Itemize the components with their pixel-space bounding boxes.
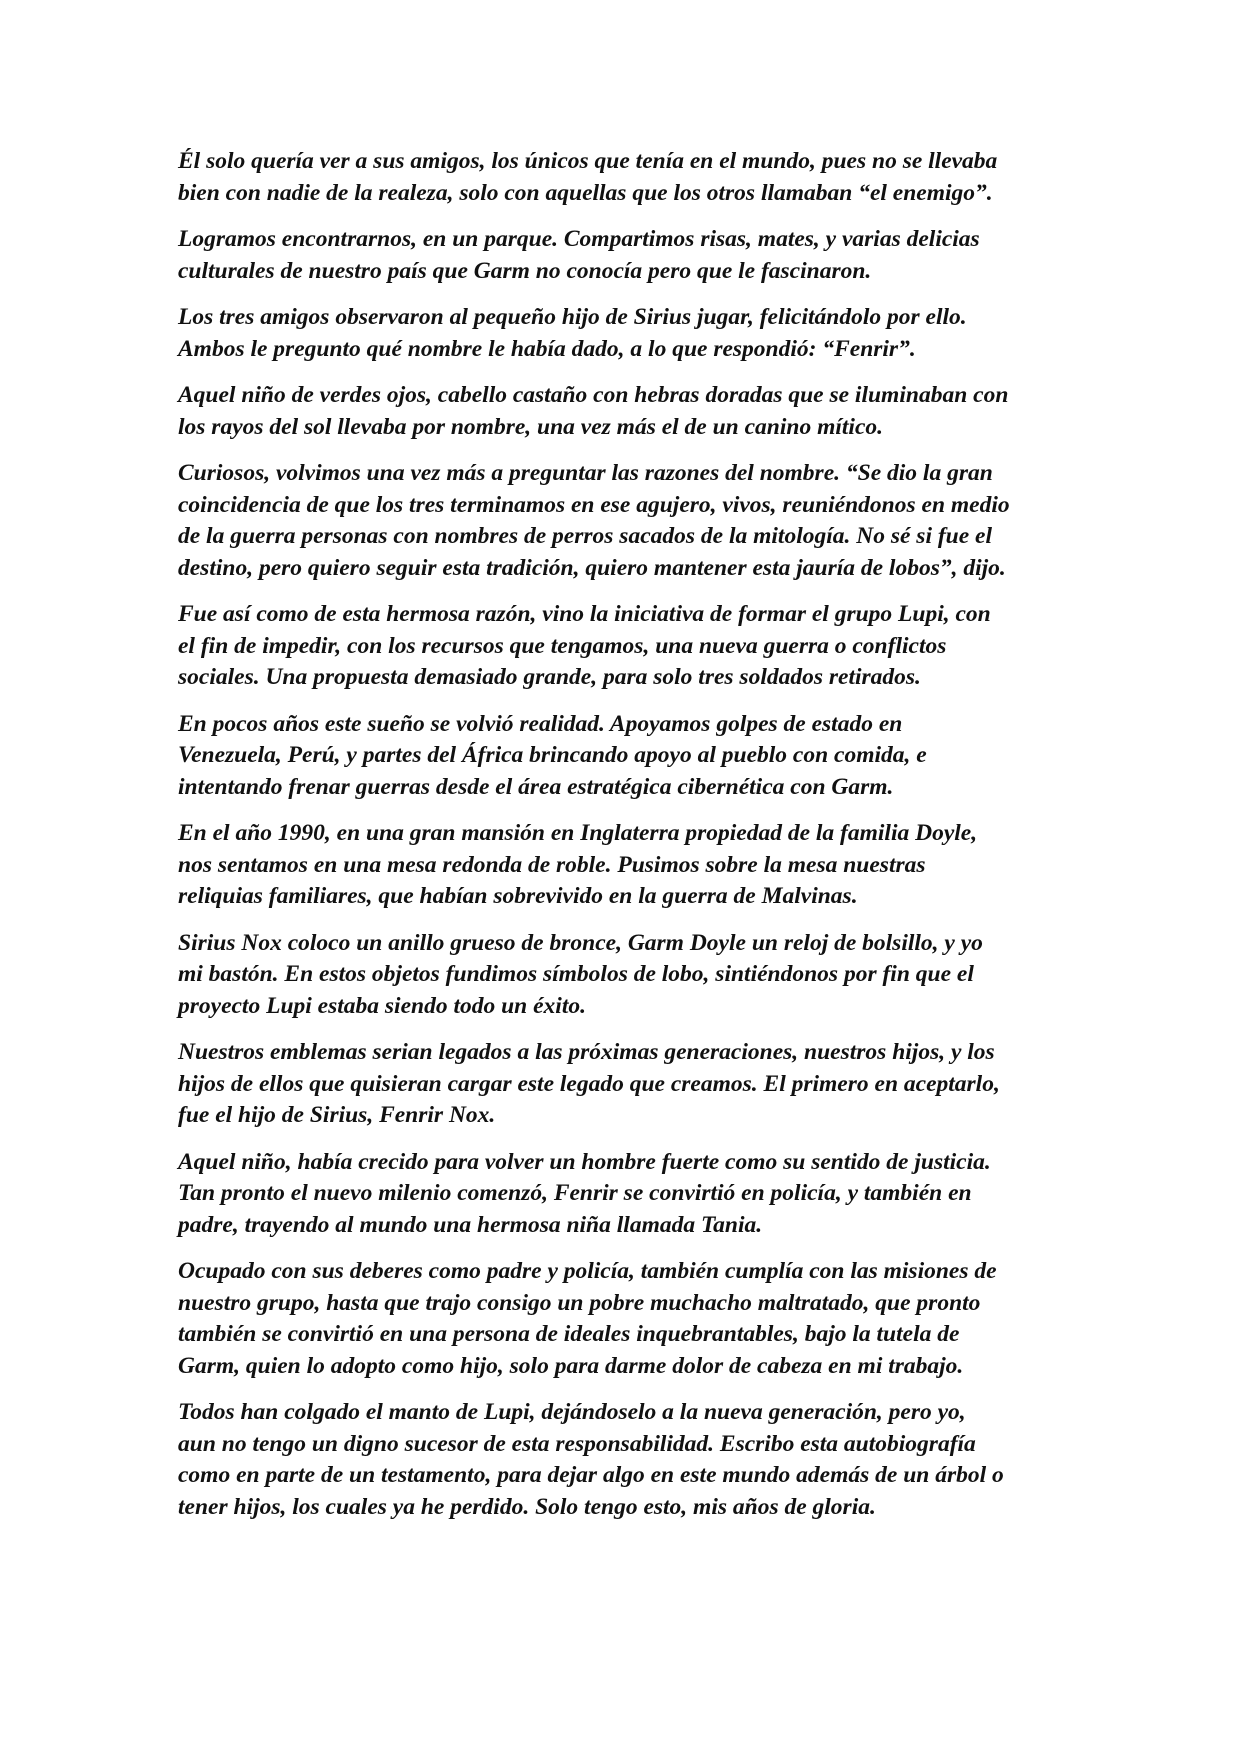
text-line: aun no tengo un digno sucesor de esta responsabilidad. Escribo esta autobiografía (178, 1430, 976, 1457)
paragraph (178, 599, 1088, 694)
text-line: culturales de nuestro país que Garm no conocía pero que le fascinaron. (178, 257, 872, 284)
text-line: tener hijos, los cuales ya he perdido. Solo tengo esto, mis años de gloria. (178, 1493, 876, 1520)
text-line: intentando frenar guerras desde el área estratégica cibernética con Garm. (178, 773, 894, 800)
text-line: fue el hijo de Sirius, Fenrir Nox. (178, 1102, 496, 1128)
text-line: Fue así como de esta hermosa razón, vino la iniciativa de formar el grupo Lupi, con (178, 601, 991, 627)
text-line: nuestro grupo, hasta que trajo consigo un pobre muchacho maltratado, que pronto (178, 1289, 981, 1316)
text-line: Ocupado con sus deberes como padre y policía, también cumplía con las misiones de (178, 1258, 997, 1284)
paragraph (178, 709, 1088, 804)
paragraph (178, 1037, 1088, 1132)
paragraph (178, 1256, 1088, 1382)
paragraph (178, 302, 1088, 365)
text-line: los rayos del sol llevaba por nombre, una vez más el de un canino mítico. (178, 413, 884, 440)
text-line: Él solo quería ver a sus amigos, los únicos que tenía en el mundo, pues no se llevaba (178, 148, 998, 174)
text-line: mi bastón. En estos objetos fundimos símbolos de lobo, sintiéndonos por fin que el (178, 961, 974, 987)
text-line: En el año 1990, en una gran mansión en Inglaterra propiedad de la familia Doyle, (178, 820, 978, 846)
text-line: Logramos encontrarnos, en un parque. Compartimos risas, mates, y varias delicias (178, 226, 980, 252)
text-line: Venezuela, Perú, y partes del África brincando apoyo al pueblo con comida, e (178, 742, 927, 768)
text-line: Ambos le pregunto qué nombre le había dado, a lo que respondió: “Fenrir”. (178, 335, 916, 362)
text-line: destino, pero quiero seguir esta tradición, quiero mantener esta jauría de lobos”, dijo. (178, 554, 1006, 581)
paragraph (178, 818, 1088, 913)
text-line: Todos han colgado el manto de Lupi, dejándoselo a la nueva generación, pero yo, (178, 1399, 966, 1425)
text-line: bien con nadie de la realeza, solo con aquellas que los otros llamaban “el enemigo”. (178, 179, 993, 206)
text-line: padre, trayendo al mundo una hermosa niña llamada Tania. (178, 1211, 763, 1238)
paragraph (178, 380, 1088, 443)
text-line: Los tres amigos observaron al pequeño hijo de Sirius jugar, felicitándolo por ello. (178, 304, 967, 330)
paragraph (178, 224, 1088, 287)
text-line: Aquel niño de verdes ojos, cabello castaño con hebras doradas que se iluminaban con (178, 382, 1009, 408)
text-line: Tan pronto el nuevo milenio comenzó, Fenrir se convirtió en policía, y también en (178, 1180, 972, 1206)
text-line: Curiosos, volvimos una vez más a preguntar las razones del nombre. “Se dio la gran (178, 460, 993, 486)
paragraph (178, 146, 1088, 209)
text-line: Nuestros emblemas serian legados a las próximas generaciones, nuestros hijos, y los (178, 1039, 995, 1065)
text-line: de la guerra personas con nombres de perros sacados de la mitología. No sé si fue el (178, 523, 993, 549)
text-line: Aquel niño, había crecido para volver un hombre fuerte como su sentido de justicia. (178, 1148, 991, 1175)
text-line: hijos de ellos que quisieran cargar este legado que creamos. El primero en aceptarlo, (178, 1070, 1000, 1097)
paragraph (178, 1397, 1088, 1523)
text-line: el fin de impedir, con los recursos que tengamos, una nueva guerra o conflictos (178, 632, 947, 659)
paragraph (178, 458, 1088, 584)
text-line: como en parte de un testamento, para dejar algo en este mundo además de un árbol o (178, 1462, 1004, 1488)
text-line: también se convirtió en una persona de ideales inquebrantables, bajo la tutela de (178, 1321, 960, 1347)
text-line: Sirius Nox coloco un anillo grueso de bronce, Garm Doyle un reloj de bolsillo, y yo (178, 929, 983, 956)
text-line: coincidencia de que los tres terminamos en ese agujero, vivos, reuniéndonos en medio (178, 491, 1010, 518)
text-line: Garm, quien lo adopto como hijo, solo para darme dolor de cabeza en mi trabajo. (178, 1352, 964, 1379)
paragraph (178, 1147, 1088, 1242)
text-line: En pocos años este sueño se volvió realidad. Apoyamos golpes de estado en (178, 710, 903, 737)
text-line: sociales. Una propuesta demasiado grande, para solo tres soldados retirados. (178, 664, 921, 690)
text-line: reliquias familiares, que habían sobrevivido en la guerra de Malvinas. (178, 883, 858, 909)
text-line: nos sentamos en una mesa redonda de roble. Pusimos sobre la mesa nuestras (178, 851, 926, 878)
text-line: proyecto Lupi estaba siendo todo un éxito. (178, 992, 586, 1019)
document-body (178, 146, 1088, 1538)
paragraph (178, 928, 1088, 1023)
